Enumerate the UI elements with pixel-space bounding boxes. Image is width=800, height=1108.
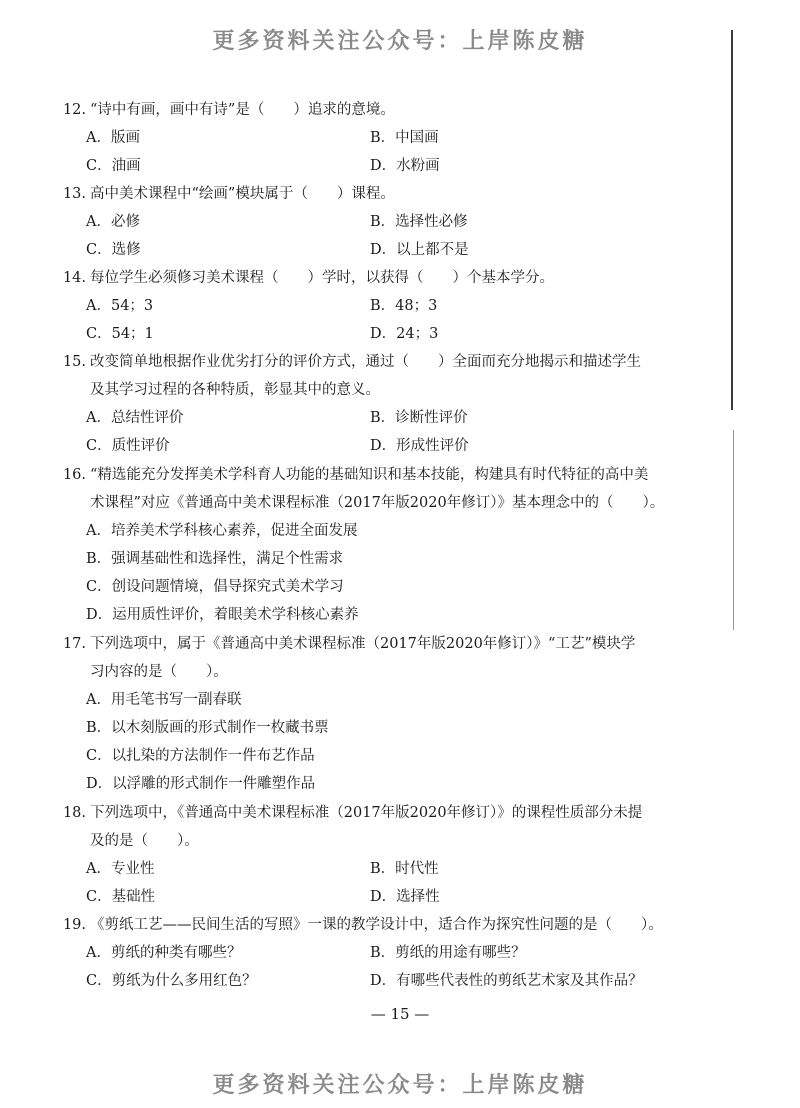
question-17 [50, 630, 690, 658]
question-number: 12. [62, 102, 86, 118]
option-a: A．54；3 [86, 298, 154, 314]
question-text: 改变简单地根据作业优劣打分的评价方式，通过（ ）全面而充分地揭示和描述学生 [90, 354, 641, 370]
option-d: D．24；3 [370, 326, 439, 342]
question-text: “精选能充分发挥美术学科育人功能的基础知识和基本技能，构建具有时代特征的高中美 [90, 467, 649, 483]
option-d: D．以浮雕的形式制作一件雕塑作品 [86, 776, 316, 792]
question-text-continued: 习内容的是（ ）。 [90, 664, 228, 680]
question-19 [50, 911, 690, 939]
option-a: A．专业性 [86, 861, 155, 877]
question-14 [50, 264, 690, 292]
question-text-continued: 及其学习过程的各种特质，彰显其中的意义。 [90, 382, 380, 398]
option-d: D．有哪些代表性的剪纸艺术家及其作品？ [370, 973, 643, 989]
question-number: 16. [62, 467, 86, 483]
question-number: 15. [62, 354, 86, 370]
option-b: B．剪纸的用途有哪些？ [370, 945, 526, 961]
option-c: C．剪纸为什么多用红色？ [86, 973, 257, 989]
option-c: C．选修 [86, 242, 141, 258]
scan-edge-line-faint [733, 430, 734, 630]
option-b: B．诊断性评价 [370, 410, 468, 426]
question-15 [50, 348, 690, 376]
option-d: D．水粉画 [370, 158, 440, 174]
option-a: A．必修 [86, 214, 140, 230]
question-text: 下列选项中，属于《普通高中美术课程标准（2017年版2020年修订）》“工艺”模块学 [90, 636, 636, 652]
page-number: — 15 — [370, 1005, 430, 1023]
scan-edge-line [731, 30, 733, 410]
option-c: C．油画 [86, 158, 141, 174]
option-b: B．强调基础性和选择性，满足个性需求 [86, 551, 344, 567]
question-18 [50, 799, 690, 827]
question-text: 下列选项中，《普通高中美术课程标准（2017年版2020年修订）》的课程性质部分未提 [90, 805, 643, 821]
option-b: B．中国画 [370, 130, 439, 146]
question-text: 《剪纸工艺——民间生活的写照》一课的教学设计中，适合作为探究性问题的是（ ）。 [90, 917, 663, 933]
question-number: 14. [62, 270, 86, 286]
option-c: C．基础性 [86, 889, 156, 905]
question-text: 高中美术课程中“绘画”模块属于（ ）课程。 [90, 186, 395, 202]
option-d: D．运用质性评价，着眼美术学科核心素养 [86, 607, 359, 623]
question-number: 17. [62, 636, 86, 652]
option-c: C．质性评价 [86, 438, 170, 454]
question-number: 13. [62, 186, 86, 202]
option-a: A．剪纸的种类有哪些？ [86, 945, 242, 961]
option-d: D．选择性 [370, 889, 440, 905]
option-c: C．54；1 [86, 326, 154, 342]
watermark-bottom: 更多资料关注公众号：上岸陈皮糖 [212, 1073, 588, 1098]
question-number: 19. [62, 917, 86, 933]
option-b: B．选择性必修 [370, 214, 468, 230]
option-d: D．以上都不是 [370, 242, 469, 258]
option-a: A．用毛笔书写一副春联 [86, 692, 242, 708]
question-13 [50, 180, 690, 208]
watermark-top: 更多资料关注公众号：上岸陈皮糖 [212, 29, 588, 54]
question-text: “诗中有画，画中有诗”是（ ）追求的意境。 [90, 102, 395, 118]
question-text-continued: 术课程”对应《普通高中美术课程标准（2017年版2020年修订）》基本理念中的（ ）。 [90, 495, 665, 511]
option-b: B．以木刻版画的形式制作一枚藏书票 [86, 720, 329, 736]
option-b: B．48；3 [370, 298, 438, 314]
option-c: C．创设问题情境，倡导探究式美术学习 [86, 579, 344, 595]
option-a: A．版画 [86, 130, 140, 146]
option-a: A．培养美术学科核心素养，促进全面发展 [86, 523, 358, 539]
option-c: C．以扎染的方法制作一件布艺作品 [86, 748, 315, 764]
option-d: D．形成性评价 [370, 438, 469, 454]
option-b: B．时代性 [370, 861, 439, 877]
option-a: A．总结性评价 [86, 410, 184, 426]
question-number: 18. [62, 805, 86, 821]
question-12 [50, 96, 690, 124]
question-16 [50, 461, 690, 489]
question-text-continued: 及的是（ ）。 [90, 833, 199, 849]
question-text: 每位学生必须修习美术课程（ ）学时，以获得（ ）个基本学分。 [90, 270, 554, 286]
